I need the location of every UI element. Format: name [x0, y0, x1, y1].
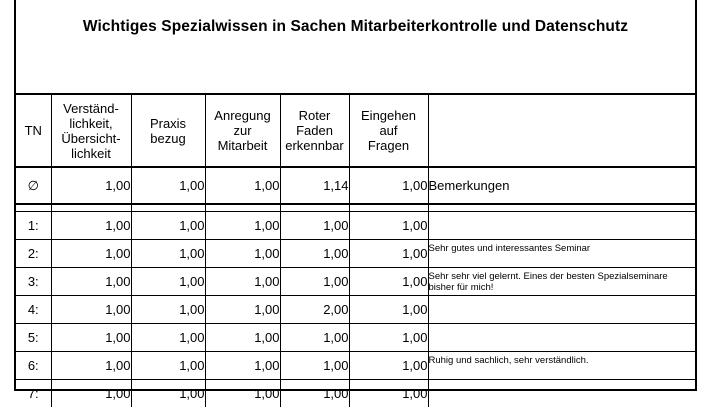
rating-value: 1,00 — [131, 296, 205, 324]
title-box — [16, 0, 695, 95]
rating-value: 2,00 — [280, 296, 349, 324]
header-empty — [428, 95, 695, 167]
page-title: Wichtiges Spezialwissen in Sachen Mitarbeiterkontrolle und Datenschutz — [16, 18, 695, 36]
participant-remark: Sehr sehr viel gelernt. Eines der besten Spezialseminare bisher für mich! — [428, 268, 695, 296]
participant-number: 1: — [16, 212, 51, 240]
rating-value: 1,00 — [349, 380, 428, 407]
rating-value: 1,00 — [131, 324, 205, 352]
rating-value: 1,00 — [131, 380, 205, 407]
participant-number: 2: — [16, 240, 51, 268]
spacer-cell — [428, 204, 695, 212]
header-anregung: Anregung zur Mitarbeit — [205, 95, 280, 167]
rating-value: 1,00 — [349, 352, 428, 380]
average-value: 1,00 — [51, 167, 131, 204]
rating-value: 1,00 — [349, 296, 428, 324]
participant-number: 6: — [16, 352, 51, 380]
evaluation-sheet — [14, 0, 697, 391]
rating-value: 1,00 — [280, 268, 349, 296]
spacer-cell — [16, 204, 51, 212]
rating-value: 1,00 — [280, 380, 349, 407]
spacer-cell — [349, 204, 428, 212]
table-row — [16, 352, 695, 380]
table-row — [16, 268, 695, 296]
rating-value: 1,00 — [51, 268, 131, 296]
rating-value: 1,00 — [349, 212, 428, 240]
spacer-cell — [280, 204, 349, 212]
participant-number: 7: — [16, 380, 51, 407]
table-row — [16, 296, 695, 324]
rating-value: 1,00 — [349, 268, 428, 296]
average-row — [16, 167, 695, 204]
rating-value: 1,00 — [280, 240, 349, 268]
rating-value: 1,00 — [51, 240, 131, 268]
participant-number: 4: — [16, 296, 51, 324]
participant-number: 5: — [16, 324, 51, 352]
participant-remark: Ruhig und sachlich, sehr verständlich. — [428, 352, 695, 380]
rating-value: 1,00 — [205, 352, 280, 380]
rating-value: 1,00 — [131, 352, 205, 380]
rating-value: 1,00 — [280, 324, 349, 352]
rating-value: 1,00 — [280, 212, 349, 240]
table-row — [16, 212, 695, 240]
spacer-cell — [51, 204, 131, 212]
rating-value: 1,00 — [205, 212, 280, 240]
rating-value: 1,00 — [349, 324, 428, 352]
participant-remark — [428, 380, 695, 407]
rating-value: 1,00 — [51, 380, 131, 407]
header-verstaendlichkeit: Verständ- lichkeit, Übersicht- lichkeit — [51, 95, 131, 167]
average-symbol: ∅ — [16, 167, 51, 204]
average-value: 1,14 — [280, 167, 349, 204]
rating-value: 1,00 — [51, 212, 131, 240]
average-value: 1,00 — [131, 167, 205, 204]
table-row — [16, 324, 695, 352]
spacer-cell — [205, 204, 280, 212]
rating-value: 1,00 — [51, 352, 131, 380]
participant-remark — [428, 296, 695, 324]
rating-value: 1,00 — [131, 240, 205, 268]
rating-value: 1,00 — [205, 268, 280, 296]
spacer-row — [16, 204, 695, 212]
rating-value: 1,00 — [51, 324, 131, 352]
participant-number: 3: — [16, 268, 51, 296]
table-row — [16, 240, 695, 268]
participant-remark — [428, 212, 695, 240]
rating-value: 1,00 — [205, 240, 280, 268]
header-row — [16, 95, 695, 167]
rating-value: 1,00 — [131, 268, 205, 296]
remarks-label: Bemerkungen — [428, 167, 695, 204]
spacer-cell — [131, 204, 205, 212]
participant-remark: Sehr gutes und interessantes Seminar — [428, 240, 695, 268]
table-row — [16, 380, 695, 407]
rating-value: 1,00 — [205, 324, 280, 352]
rating-value: 1,00 — [131, 212, 205, 240]
header-praxisbezug: Praxis bezug — [131, 95, 205, 167]
header-roter-faden: Roter Faden erkennbar — [280, 95, 349, 167]
header-eingehen-fragen: Eingehen auf Fragen — [349, 95, 428, 167]
rating-value: 1,00 — [280, 352, 349, 380]
average-value: 1,00 — [349, 167, 428, 204]
rating-value: 1,00 — [51, 296, 131, 324]
rating-value: 1,00 — [205, 296, 280, 324]
average-value: 1,00 — [205, 167, 280, 204]
rating-value: 1,00 — [205, 380, 280, 407]
header-tn: TN — [16, 95, 51, 167]
participant-remark — [428, 324, 695, 352]
rating-value: 1,00 — [349, 240, 428, 268]
evaluation-table — [16, 95, 695, 407]
